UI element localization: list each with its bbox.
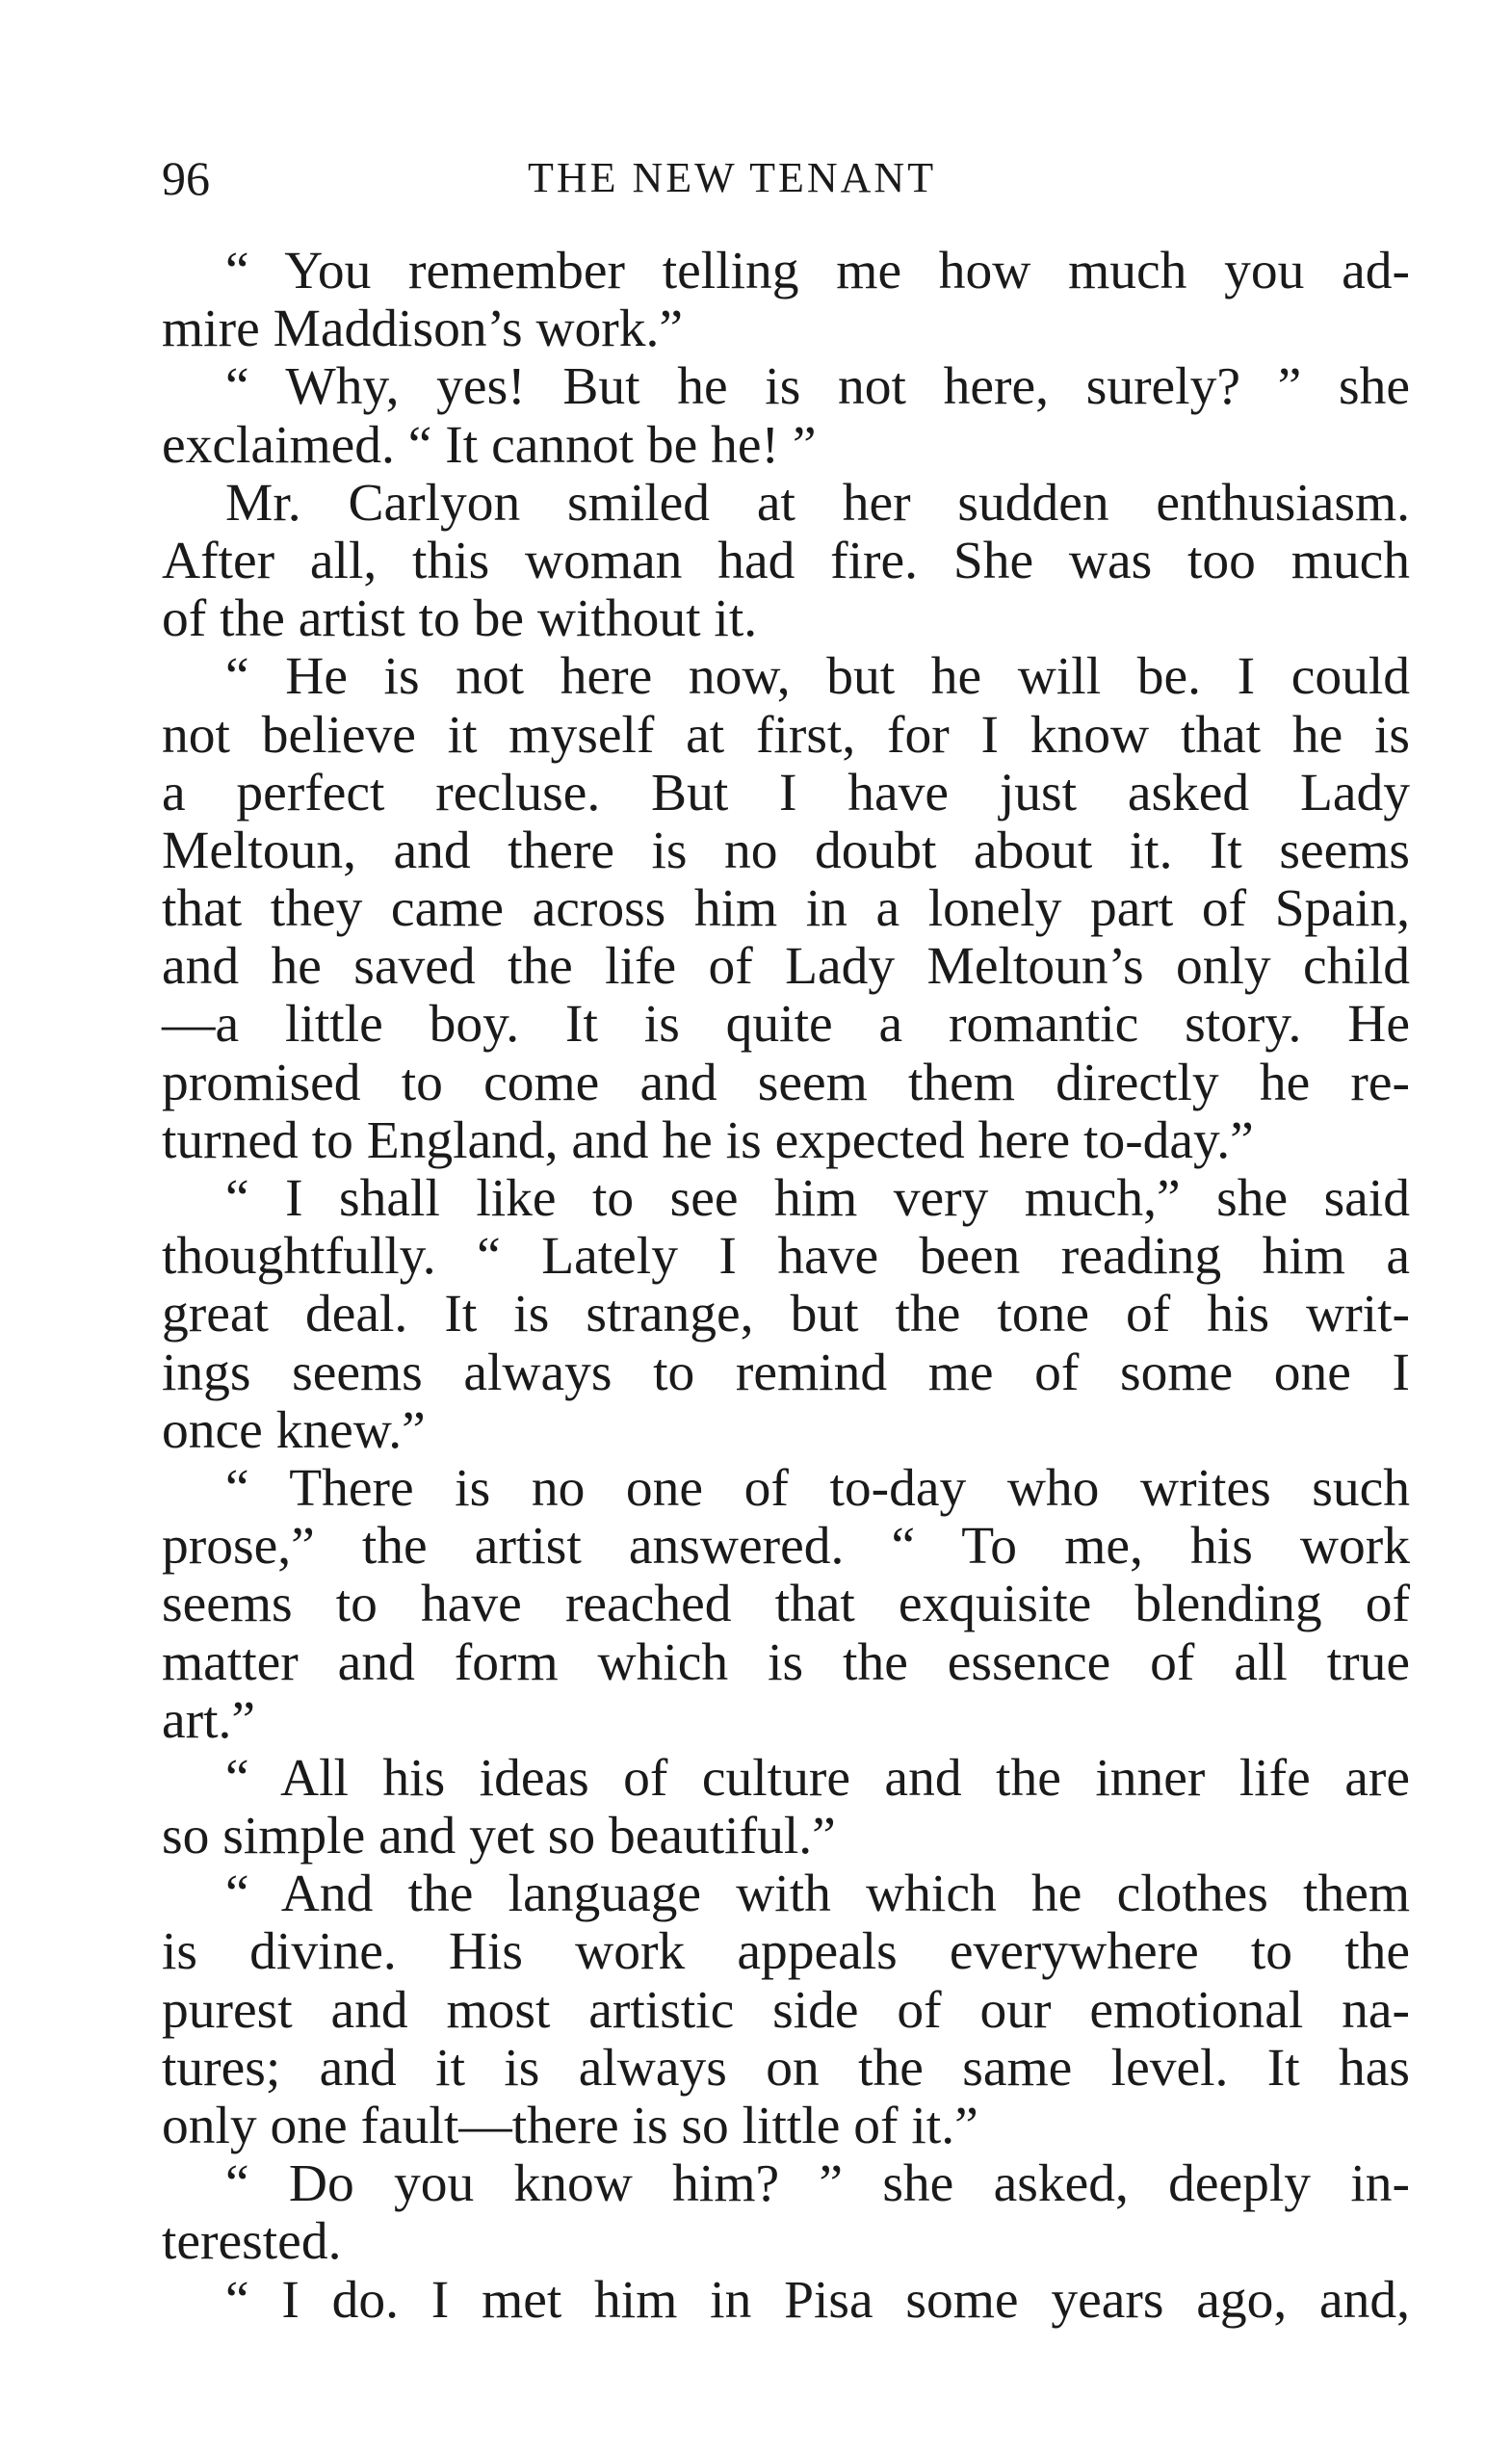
- text-line: of the artist to be without it.: [162, 589, 758, 649]
- text-line: “ You remember telling me how much you ad-: [225, 242, 1410, 300]
- body-text: [162, 243, 1410, 2330]
- text-line: “ I do. I met him in Pisa some years ago, and,: [225, 2270, 1410, 2330]
- text-line: tures; and it is always on the same level. It has: [162, 2038, 1410, 2098]
- text-line: exclaimed. “ It cannot be he! ”: [162, 415, 817, 475]
- text-line: so simple and yet so beautiful.”: [162, 1807, 836, 1866]
- text-line: “ And the language with which he clothes them: [225, 1865, 1410, 1924]
- running-title: THE NEW TENANT: [528, 154, 937, 201]
- text-line: Meltoun, and there is no doubt about it. It seems: [162, 821, 1410, 880]
- text-line: “ All his ideas of culture and the inner life are: [225, 1748, 1410, 1808]
- text-line: “ Do you know him? ” she asked, deeply in-: [225, 2154, 1410, 2214]
- text-line: not believe it myself at first, for I know that he is: [162, 705, 1410, 765]
- text-line: a perfect recluse. But I have just asked Lady: [162, 763, 1410, 822]
- text-line: thoughtfully. “ Lately I have been reading him a: [162, 1227, 1410, 1287]
- text-line: Mr. Carlyon smiled at her sudden enthusiasm.: [225, 473, 1410, 533]
- text-line: is divine. His work appeals everywhere to the: [162, 1922, 1410, 1982]
- text-line: art.”: [162, 1690, 256, 1750]
- text-line: “ He is not here now, but he will be. I could: [225, 647, 1410, 707]
- text-line: seems to have reached that exquisite blending of: [162, 1575, 1410, 1634]
- text-line: purest and most artistic side of our emotional na-: [162, 1980, 1410, 2040]
- text-line: and he saved the life of Lady Meltoun’s only child: [162, 937, 1410, 997]
- text-line: “ There is no one of to-day who writes such: [225, 1458, 1410, 1518]
- text-line: matter and form which is the essence of all true: [162, 1632, 1410, 1692]
- text-line: prose,” the artist answered. “ To me, his work: [162, 1517, 1410, 1577]
- running-head: [162, 149, 1414, 207]
- text-line: promised to come and seem them directly he re-: [162, 1053, 1410, 1112]
- text-line: After all, this woman had fire. She was too much: [162, 531, 1410, 590]
- text-line: mire Maddison’s work.”: [162, 300, 684, 359]
- text-line: only one fault—there is so little of it.”: [162, 2097, 978, 2155]
- text-line: ings seems always to remind me of some one I: [162, 1343, 1410, 1402]
- text-line: “ I shall like to see him very much,” she said: [225, 1169, 1410, 1228]
- text-line: “ Why, yes! But he is not here, surely? ” she: [225, 357, 1410, 417]
- text-line: —a little boy. It is quite a romantic story. He: [162, 995, 1410, 1055]
- text-line: once knew.”: [162, 1400, 426, 1460]
- text-line: great deal. It is strange, but the tone of his writ-: [162, 1285, 1410, 1344]
- text-line: terested.: [162, 2212, 342, 2272]
- page-number: 96: [162, 151, 210, 205]
- text-line: that they came across him in a lonely part of Spain,: [162, 879, 1410, 939]
- text-line: turned to England, and he is expected here to-day.”: [162, 1110, 1254, 1170]
